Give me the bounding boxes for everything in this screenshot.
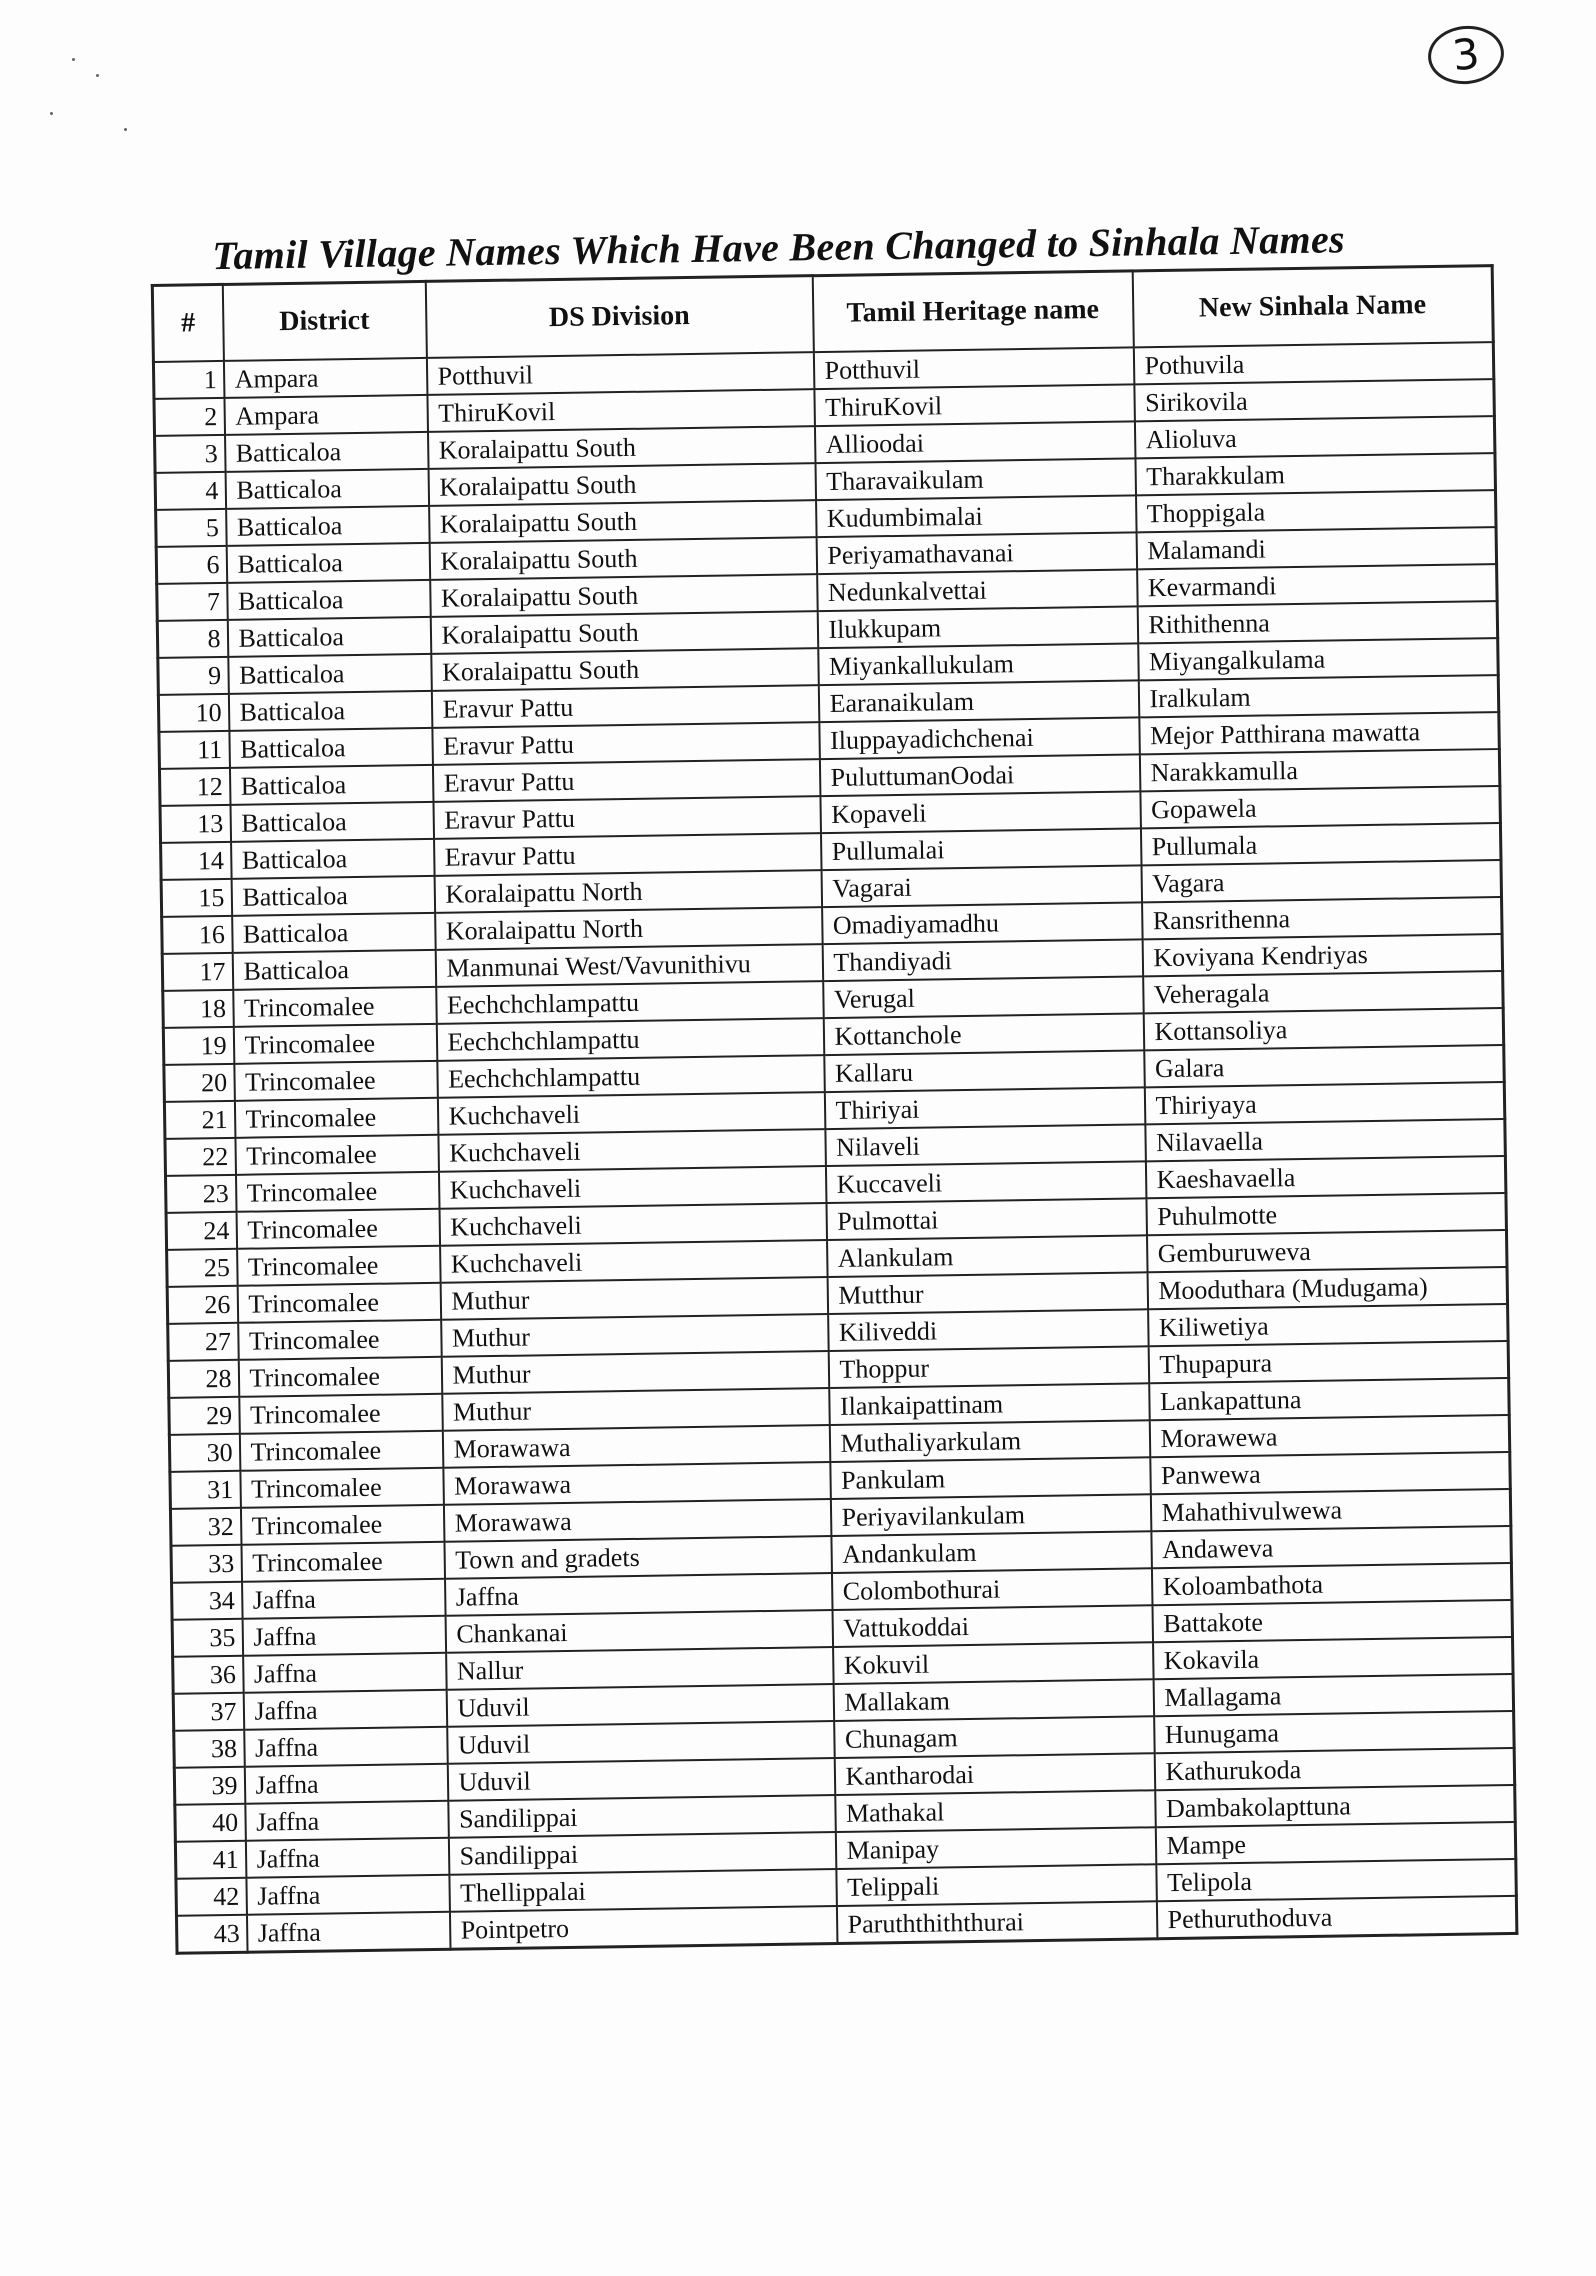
ds-division-cell: Thellippalai [449, 1869, 837, 1912]
district-cell: Trincomalee [238, 1320, 442, 1360]
row-number: 25 [167, 1249, 238, 1287]
row-number: 18 [163, 990, 234, 1028]
scan-speck [96, 74, 99, 77]
ds-division-cell: Eechchchlampattu [437, 1055, 825, 1098]
tamil-name-cell: Kottanchole [823, 1013, 1144, 1055]
ds-division-cell: Kuchchaveli [438, 1129, 826, 1172]
row-number: 22 [165, 1138, 236, 1176]
ds-division-cell: Town and gradets [444, 1536, 832, 1579]
district-cell: Batticaloa [232, 913, 436, 953]
district-cell: Jaffna [245, 1838, 449, 1878]
district-cell: Batticaloa [225, 432, 429, 472]
tamil-name-cell: Nilaveli [825, 1124, 1146, 1166]
row-number: 11 [159, 731, 230, 769]
ds-division-cell: Eravur Pattu [431, 685, 819, 728]
district-cell: Trincomalee [236, 1209, 440, 1249]
tamil-name-cell: Pullumalai [820, 828, 1141, 870]
row-number: 2 [154, 398, 225, 436]
tamil-name-cell: Thoppur [828, 1346, 1149, 1388]
ds-division-cell: Kuchchaveli [440, 1240, 828, 1283]
tamil-name-cell: Periyamathavanai [816, 532, 1137, 574]
page-number-mark: 3 [1425, 22, 1507, 88]
ds-division-cell: Uduvil [447, 1721, 835, 1764]
sinhala-name-cell: Mooduthara (Mudugama) [1147, 1267, 1508, 1309]
sinhala-name-cell: Kevarmandi [1137, 564, 1498, 606]
district-cell: Batticaloa [228, 654, 432, 694]
ds-division-cell: Kuchchaveli [437, 1092, 825, 1135]
sinhala-name-cell: Kaeshavaella [1145, 1156, 1506, 1198]
row-number: 32 [170, 1508, 241, 1546]
district-cell: Batticaloa [228, 691, 432, 731]
tamil-name-cell: Kuccaveli [825, 1161, 1146, 1203]
district-cell: Jaffna [243, 1690, 447, 1730]
tamil-name-cell: Kallaru [824, 1050, 1145, 1092]
district-cell: Trincomalee [241, 1542, 445, 1582]
district-cell: Jaffna [246, 1875, 450, 1915]
district-cell: Trincomalee [237, 1283, 441, 1323]
sinhala-name-cell: Panwewa [1150, 1452, 1511, 1494]
sinhala-name-cell: Narakkamulla [1139, 749, 1500, 791]
tamil-name-cell: Chunagam [834, 1716, 1155, 1758]
sinhala-name-cell: Kathurukoda [1154, 1748, 1515, 1790]
ds-division-cell: Koralaipattu South [427, 426, 815, 469]
ds-division-cell: Eechchchlampattu [436, 1018, 824, 1061]
district-cell: Batticaloa [231, 839, 435, 879]
sinhala-name-cell: Battakote [1152, 1600, 1513, 1642]
row-number: 16 [162, 916, 233, 954]
tamil-name-cell: Paruththiththurai [836, 1901, 1157, 1943]
row-number: 42 [176, 1878, 247, 1916]
ds-division-cell: Koralaipattu South [428, 463, 816, 506]
sinhala-name-cell: Alioluva [1134, 416, 1495, 458]
district-cell: Batticaloa [227, 580, 431, 620]
ds-division-cell: Morawawa [443, 1499, 831, 1542]
scan-speck [50, 112, 53, 115]
tamil-name-cell: Miyankallukulam [818, 643, 1139, 685]
ds-division-cell: Nallur [446, 1647, 834, 1690]
sinhala-name-cell: Mallagama [1153, 1674, 1514, 1716]
row-number: 33 [171, 1545, 242, 1583]
row-number: 43 [176, 1915, 247, 1954]
row-number: 29 [169, 1397, 240, 1435]
table-body [153, 342, 1516, 1953]
row-number: 12 [159, 768, 230, 806]
page-title: Tamil Village Names Which Have Been Changed to Sinhala Names [212, 216, 1346, 279]
sinhala-name-cell: Hunugama [1154, 1711, 1515, 1753]
sinhala-name-cell: Iralkulam [1138, 675, 1499, 717]
sinhala-name-cell: Morawewa [1149, 1415, 1510, 1457]
ds-division-cell: Uduvil [447, 1758, 835, 1801]
district-cell: Batticaloa [225, 469, 429, 509]
tamil-name-cell: Andankulam [831, 1531, 1152, 1573]
sinhala-name-cell: Nilavaella [1145, 1119, 1506, 1161]
ds-division-cell: Koralaipattu South [430, 611, 818, 654]
sinhala-name-cell: Miyangalkulama [1138, 638, 1499, 680]
column-header-ds-division: DS Division [425, 276, 813, 358]
tamil-name-cell: Potthuvil [813, 347, 1134, 389]
district-cell: Batticaloa [227, 617, 431, 657]
sinhala-name-cell: Puhulmotte [1146, 1193, 1507, 1235]
district-cell: Batticaloa [230, 802, 434, 842]
tamil-name-cell: Kantharodai [834, 1753, 1155, 1795]
ds-division-cell: Koralaipattu North [434, 870, 822, 913]
ds-division-cell: Sandilippai [448, 1832, 836, 1875]
tamil-name-cell: Pulmottai [826, 1198, 1147, 1240]
ds-division-cell: Muthur [441, 1351, 829, 1394]
district-cell: Jaffna [244, 1727, 448, 1767]
row-number: 7 [157, 583, 228, 621]
sinhala-name-cell: Malamandi [1136, 527, 1497, 569]
row-number: 14 [161, 842, 232, 880]
row-number: 36 [173, 1656, 244, 1694]
row-number: 6 [156, 546, 227, 584]
tamil-name-cell: Kopaveli [820, 791, 1141, 833]
tamil-name-cell: Pankulam [830, 1457, 1151, 1499]
ds-division-cell: Koralaipattu South [429, 500, 817, 543]
sinhala-name-cell: Vagara [1141, 860, 1502, 902]
district-cell: Trincomalee [233, 987, 437, 1027]
tamil-name-cell: Verugal [823, 976, 1144, 1018]
row-number: 24 [166, 1212, 237, 1250]
sinhala-name-cell: Andaweva [1151, 1526, 1512, 1568]
sinhala-name-cell: Lankapattuna [1149, 1378, 1510, 1420]
tamil-name-cell: PuluttumanOodai [819, 754, 1140, 796]
district-cell: Trincomalee [235, 1172, 439, 1212]
tamil-name-cell: Telippali [836, 1864, 1157, 1906]
ds-division-cell: Koralaipattu South [431, 648, 819, 691]
sinhala-name-cell: Sirikovila [1134, 379, 1495, 421]
tamil-name-cell: Thiriyai [824, 1087, 1145, 1129]
district-cell: Trincomalee [238, 1357, 442, 1397]
district-cell: Trincomalee [235, 1135, 439, 1175]
column-header-district: District [222, 281, 426, 361]
district-cell: Batticaloa [231, 876, 435, 916]
sinhala-name-cell: Thiriyaya [1144, 1082, 1505, 1124]
sinhala-name-cell: Pothuvila [1133, 342, 1494, 384]
ds-division-cell: Chankanai [445, 1610, 833, 1653]
district-cell: Jaffna [242, 1579, 446, 1619]
sinhala-name-cell: Galara [1144, 1045, 1505, 1087]
district-cell: Trincomalee [239, 1394, 443, 1434]
district-cell: Batticaloa [229, 765, 433, 805]
ds-division-cell: Koralaipattu North [435, 907, 823, 950]
ds-division-cell: Uduvil [446, 1684, 834, 1727]
sinhala-name-cell: Mampe [1155, 1822, 1516, 1864]
district-cell: Jaffna [244, 1764, 448, 1804]
sinhala-name-cell: Mahathivulwewa [1150, 1489, 1511, 1531]
district-cell: Jaffna [245, 1801, 449, 1841]
ds-division-cell: Morawawa [442, 1425, 830, 1468]
row-number: 9 [158, 657, 229, 695]
ds-division-cell: Eravur Pattu [434, 833, 822, 876]
tamil-name-cell: Mathakal [835, 1790, 1156, 1832]
sinhala-name-cell: Tharakkulam [1135, 453, 1496, 495]
sinhala-name-cell: Koviyana Kendriyas [1142, 934, 1503, 976]
ds-division-cell: Muthur [440, 1277, 828, 1320]
tamil-name-cell: Kiliveddi [828, 1309, 1149, 1351]
row-number: 13 [160, 805, 231, 843]
row-number: 8 [157, 620, 228, 658]
ds-division-cell: Kuchchaveli [439, 1203, 827, 1246]
tamil-name-cell: Colombothurai [831, 1568, 1152, 1610]
district-cell: Jaffna [246, 1912, 450, 1953]
ds-division-cell: Pointpetro [449, 1906, 837, 1949]
row-number: 40 [175, 1804, 246, 1842]
tamil-name-cell: Periyavilankulam [830, 1494, 1151, 1536]
ds-division-cell: Manmunai West/Vavunithivu [435, 944, 823, 987]
document-sheet [150, 212, 1525, 1955]
ds-division-cell: Muthur [441, 1314, 829, 1357]
ds-division-cell: Eravur Pattu [433, 796, 821, 839]
ds-division-cell: Eravur Pattu [432, 759, 820, 802]
district-cell: Trincomalee [240, 1468, 444, 1508]
sinhala-name-cell: Pethuruthoduva [1156, 1896, 1517, 1939]
tamil-name-cell: Alankulam [827, 1235, 1148, 1277]
district-cell: Jaffna [243, 1653, 447, 1693]
row-number: 3 [155, 435, 226, 473]
column-header-sinhala-name: New Sinhala Name [1132, 266, 1493, 348]
row-number: 10 [158, 694, 229, 732]
sinhala-name-cell: Dambakolapttuna [1155, 1785, 1516, 1827]
row-number: 26 [167, 1286, 238, 1324]
tamil-name-cell: Nedunkalvettai [817, 569, 1138, 611]
sinhala-name-cell: Gemburuweva [1146, 1230, 1507, 1272]
row-number: 38 [174, 1730, 245, 1768]
row-number: 19 [163, 1027, 234, 1065]
tamil-name-cell: Kokuvil [833, 1642, 1154, 1684]
sinhala-name-cell: Telipola [1156, 1859, 1517, 1901]
ds-division-cell: Eechchchlampattu [436, 981, 824, 1024]
ds-division-cell: Eravur Pattu [432, 722, 820, 765]
row-number: 34 [172, 1582, 243, 1620]
ds-division-cell: Jaffna [445, 1573, 833, 1616]
row-number: 27 [168, 1323, 239, 1361]
district-cell: Trincomalee [234, 1098, 438, 1138]
sinhala-name-cell: Kiliwetiya [1148, 1304, 1509, 1346]
ds-division-cell: Muthur [442, 1388, 830, 1431]
tamil-name-cell: Omadiyamadhu [822, 902, 1143, 944]
scan-speck [72, 58, 75, 61]
row-number: 35 [172, 1619, 243, 1657]
district-cell: Trincomalee [240, 1505, 444, 1545]
sinhala-name-cell: Thoppigala [1136, 490, 1497, 532]
row-number: 20 [164, 1064, 235, 1102]
tamil-name-cell: Manipay [835, 1827, 1156, 1869]
tamil-name-cell: Iluppayadichchenai [819, 717, 1140, 759]
district-cell: Trincomalee [233, 1024, 437, 1064]
sinhala-name-cell: Pullumala [1140, 823, 1501, 865]
scan-speck [124, 128, 127, 131]
district-cell: Trincomalee [234, 1061, 438, 1101]
row-number: 41 [175, 1841, 246, 1879]
sinhala-name-cell: Ransrithenna [1142, 897, 1503, 939]
ds-division-cell: Potthuvil [426, 352, 814, 395]
tamil-name-cell: Vagarai [821, 865, 1142, 907]
row-number: 21 [164, 1101, 235, 1139]
row-number: 1 [153, 361, 224, 399]
district-cell: Jaffna [242, 1616, 446, 1656]
row-number: 30 [169, 1434, 240, 1472]
row-number: 23 [166, 1175, 237, 1213]
ds-division-cell: Morawawa [443, 1462, 831, 1505]
sinhala-name-cell: Gopawela [1140, 786, 1501, 828]
tamil-name-cell: Vattukoddai [832, 1605, 1153, 1647]
sinhala-name-cell: Koloambathota [1151, 1563, 1512, 1605]
tamil-name-cell: Mallakam [833, 1679, 1154, 1721]
row-number: 28 [168, 1360, 239, 1398]
tamil-name-cell: Ilankaipattinam [829, 1383, 1150, 1425]
row-number: 17 [162, 953, 233, 991]
row-number: 37 [173, 1693, 244, 1731]
ds-division-cell: Kuchchaveli [438, 1166, 826, 1209]
district-cell: Trincomalee [237, 1246, 441, 1286]
ds-division-cell: ThiruKovil [427, 389, 815, 432]
row-number: 15 [161, 879, 232, 917]
district-cell: Batticaloa [226, 543, 430, 583]
district-cell: Ampara [223, 358, 427, 398]
sinhala-name-cell: Veheragala [1143, 971, 1504, 1013]
district-cell: Batticaloa [229, 728, 433, 768]
village-names-table [151, 264, 1519, 1955]
tamil-name-cell: Kudumbimalai [816, 495, 1137, 537]
district-cell: Batticaloa [232, 950, 436, 990]
tamil-name-cell: Muthaliyarkulam [829, 1420, 1150, 1462]
tamil-name-cell: Thandiyadi [822, 939, 1143, 981]
tamil-name-cell: Ilukkupam [817, 606, 1138, 648]
tamil-name-cell: Tharavaikulam [815, 458, 1136, 500]
sinhala-name-cell: Kottansoliya [1143, 1008, 1504, 1050]
district-cell: Batticaloa [226, 506, 430, 546]
tamil-name-cell: Mutthur [827, 1272, 1148, 1314]
tamil-name-cell: Earanaikulam [818, 680, 1139, 722]
ds-division-cell: Koralaipattu South [429, 537, 817, 580]
row-number: 5 [156, 509, 227, 547]
district-cell: Ampara [224, 395, 428, 435]
row-number: 4 [155, 472, 226, 510]
sinhala-name-cell: Kokavila [1153, 1637, 1514, 1679]
ds-division-cell: Sandilippai [448, 1795, 836, 1838]
district-cell: Trincomalee [239, 1431, 443, 1471]
ds-division-cell: Koralaipattu South [430, 574, 818, 617]
sinhala-name-cell: Mejor Patthirana mawatta [1139, 712, 1500, 754]
column-header-number: # [152, 284, 223, 362]
tamil-name-cell: ThiruKovil [814, 384, 1135, 426]
column-header-tamil-name: Tamil Heritage name [812, 271, 1133, 352]
tamil-name-cell: Allioodai [814, 421, 1135, 463]
row-number: 31 [170, 1471, 241, 1509]
sinhala-name-cell: Thupapura [1148, 1341, 1509, 1383]
row-number: 39 [174, 1767, 245, 1805]
sinhala-name-cell: Rithithenna [1137, 601, 1498, 643]
